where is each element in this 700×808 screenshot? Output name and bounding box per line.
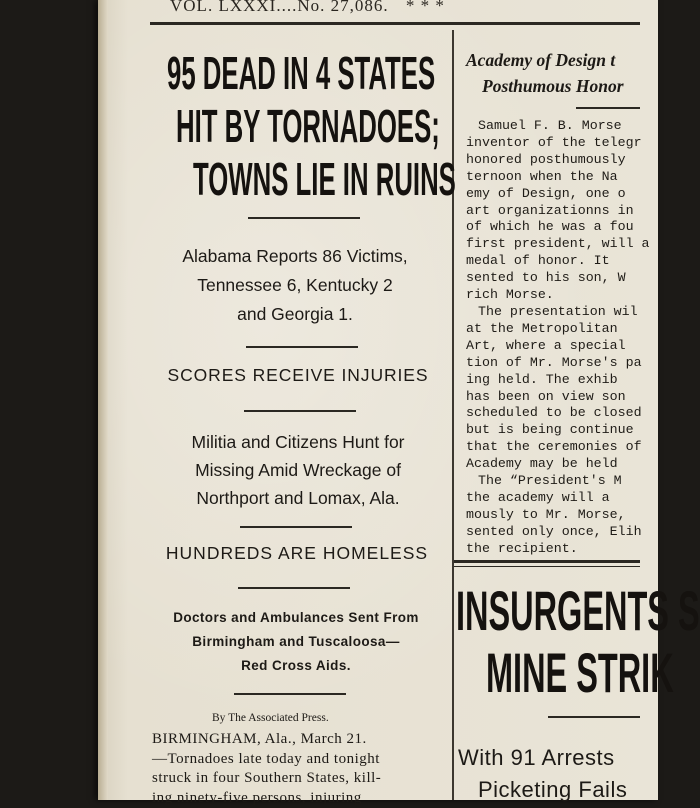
body-line: the recipient. bbox=[466, 541, 650, 558]
deck-line: Picketing Fails bbox=[458, 774, 658, 806]
deck-militia bbox=[148, 428, 448, 512]
body-line: at the Metropolitan bbox=[466, 321, 650, 338]
deck-line: Doctors and Ambulances Sent From bbox=[144, 606, 448, 630]
body-line: struck in four Southern States, kill- bbox=[152, 769, 381, 789]
body-line: but is being continue bbox=[466, 422, 650, 439]
body-line: of which he was a fou bbox=[466, 219, 650, 236]
body-line: mously to Mr. Morse, bbox=[466, 507, 650, 524]
edition-stars: * * * bbox=[406, 0, 445, 15]
deck-line: Red Cross Aids. bbox=[144, 654, 448, 678]
column-rule bbox=[452, 30, 454, 800]
deck-line: Alabama Reports 86 Victims, bbox=[150, 242, 440, 271]
right-deck bbox=[458, 742, 658, 806]
body-line: The presentation wil bbox=[466, 304, 650, 321]
body-line: inventor of the telegr bbox=[466, 135, 650, 152]
right-headline-2-line-1: INSURGENTS S bbox=[456, 578, 700, 643]
deck-line: HUNDREDS ARE HOMELESS bbox=[146, 543, 448, 564]
deck-line: Missing Amid Wreckage of bbox=[148, 456, 448, 484]
body-line: ing held. The exhib bbox=[466, 372, 650, 389]
body-line: The “President's M bbox=[466, 473, 650, 490]
divider-rule bbox=[238, 587, 350, 589]
deck-line: Tennessee 6, Kentucky 2 bbox=[150, 271, 440, 300]
divider-rule bbox=[248, 217, 360, 219]
body-line: sented only once, Elih bbox=[466, 524, 650, 541]
deck-homeless bbox=[146, 543, 448, 564]
deck-line: SCORES RECEIVE INJURIES bbox=[150, 365, 446, 386]
article-body bbox=[152, 730, 381, 808]
divider-rule bbox=[240, 526, 352, 528]
body-line: medal of honor. It bbox=[466, 253, 650, 270]
section-rule bbox=[454, 566, 640, 567]
divider-rule bbox=[246, 346, 358, 348]
divider-rule bbox=[548, 716, 640, 718]
deck-injuries bbox=[150, 365, 446, 386]
body-line: art organizationns in bbox=[466, 203, 650, 220]
right-article-body bbox=[466, 118, 650, 558]
masthead-line bbox=[170, 0, 640, 18]
section-rule bbox=[454, 560, 640, 563]
page-edge bbox=[98, 0, 108, 800]
deck-line: Northport and Lomax, Ala. bbox=[148, 484, 448, 512]
right-headline-line-1: Academy of Design t bbox=[466, 50, 615, 71]
body-line: rich Morse. bbox=[466, 287, 650, 304]
right-headline-2-line-2: MINE STRIK bbox=[486, 640, 674, 705]
body-line: tion of Mr. Morse's pa bbox=[466, 355, 650, 372]
body-line: sented to his son, W bbox=[466, 270, 650, 287]
headline-line-2: HIT BY TORNADOES; bbox=[176, 99, 440, 153]
divider-rule bbox=[576, 107, 640, 109]
deck-doctors bbox=[144, 606, 448, 678]
headline-line-1: 95 DEAD IN 4 STATES bbox=[167, 46, 435, 100]
body-line: the academy will a bbox=[466, 490, 650, 507]
deck-line: Birmingham and Tuscaloosa— bbox=[144, 630, 448, 654]
headline-line-3: TOWNS LIE IN RUINS bbox=[193, 152, 456, 206]
deck-line: Militia and Citizens Hunt for bbox=[148, 428, 448, 456]
body-line: first president, will a bbox=[466, 236, 650, 253]
volume-number: VOL. LXXXI....No. 27,086. bbox=[170, 0, 389, 15]
body-line: Samuel F. B. Morse bbox=[466, 118, 650, 135]
divider-rule bbox=[244, 410, 356, 412]
byline: By The Associated Press. bbox=[212, 712, 329, 724]
body-line: honored posthumously bbox=[466, 152, 650, 169]
body-line: Art, where a special bbox=[466, 338, 650, 355]
body-line: that the ceremonies of bbox=[466, 439, 650, 456]
body-line: Academy may be held bbox=[466, 456, 650, 473]
deck-line: and Georgia 1. bbox=[150, 300, 440, 329]
body-line: scheduled to be closed bbox=[466, 405, 650, 422]
masthead-rule bbox=[150, 22, 640, 25]
body-line: ternoon when the Na bbox=[466, 169, 650, 186]
body-line: BIRMINGHAM, Ala., March 21. bbox=[152, 730, 381, 750]
body-line: emy of Design, one o bbox=[466, 186, 650, 203]
divider-rule bbox=[234, 693, 346, 695]
right-headline-line-2: Posthumous Honor bbox=[482, 76, 624, 97]
deck-victims bbox=[150, 242, 440, 329]
body-line: —Tornadoes late today and tonight bbox=[152, 750, 381, 770]
deck-line: With 91 Arrests bbox=[458, 742, 658, 774]
body-line: has been on view son bbox=[466, 389, 650, 406]
body-line: ing ninety-five persons, injuring bbox=[152, 789, 381, 808]
